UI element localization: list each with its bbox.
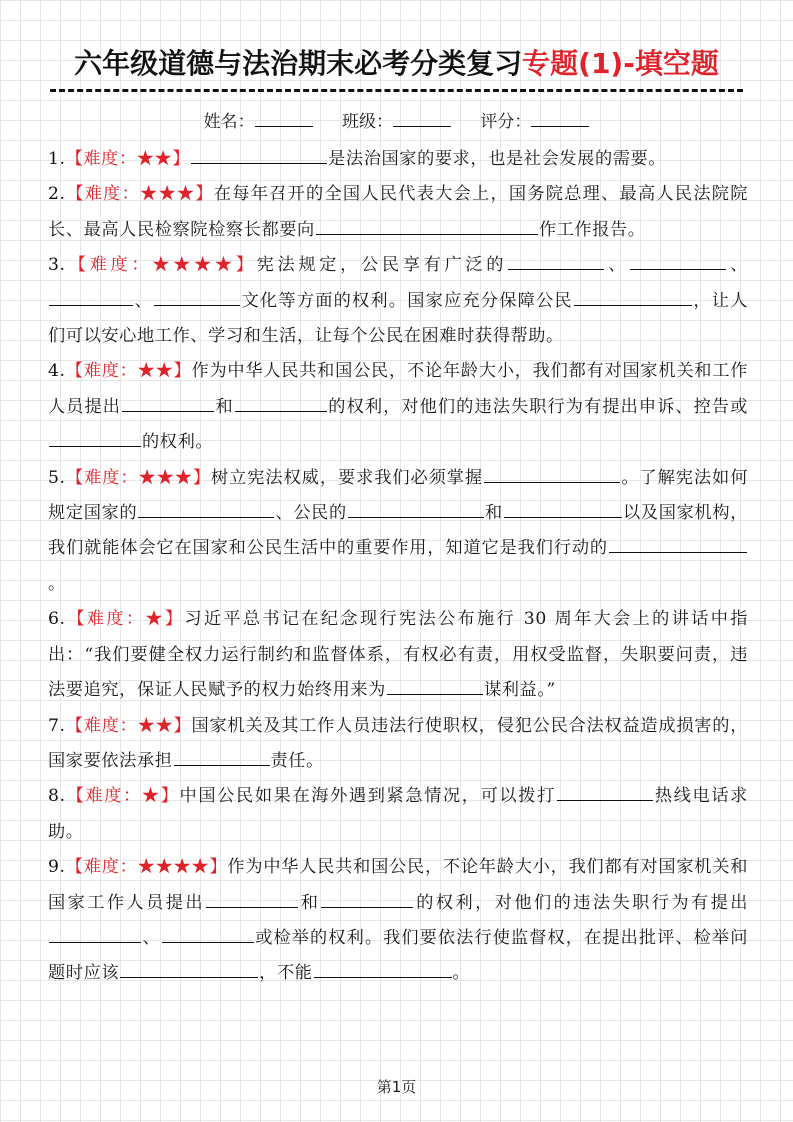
question-text: 和 [298,892,321,913]
question-text: 以及国家机构，我们就能体会它在国家和公民生活中的重要作用，知道它是我们行动的 [48,503,749,559]
question-item [48,709,748,780]
page-title [0,44,793,84]
answer-blank[interactable] [120,957,258,978]
question-text: 谋利益。” [483,680,556,701]
question-text: 在每年召开的全国人民代表大会上，国务院总理、最高人民法院院长、最高人民检察院检察长都要向 [48,184,748,240]
answer-blank[interactable] [504,497,622,518]
question-item [48,602,748,708]
difficulty-label: 【难度：★★】 [65,715,192,736]
question-text: 的权利，对他们的违法失职行为有提出 [414,892,748,913]
question-number: 5. [48,467,66,488]
difficulty-label: 【难度：★】 [65,609,185,630]
answer-blank[interactable] [138,497,274,518]
student-info-row [0,108,793,135]
question-item [48,850,748,992]
question-text: 、 [134,290,154,311]
question-item [48,142,748,177]
answer-blank[interactable] [314,957,452,978]
question-text: 、公民的 [275,503,347,524]
question-text: ，不能 [259,963,313,984]
answer-blank[interactable] [235,391,327,412]
difficulty-label: 【难度：★】 [65,786,180,807]
class-blank[interactable] [393,108,451,127]
class-label: 班级： [342,112,393,132]
question-text: 、 [605,255,630,276]
difficulty-label: 【难度：★★】 [65,361,192,382]
question-text: 中国公民如果在海外遇到紧急情况，可以拨打 [179,786,556,807]
question-text: 。 [452,963,471,984]
question-text: 责任。 [270,750,324,771]
answer-blank[interactable] [162,922,254,943]
answer-blank[interactable] [154,285,240,306]
question-text: 作为中华人民共和国公民，不论年龄大小，我们都有对国家机关和国家工作人员提出 [48,857,749,913]
question-text: ，让人们可以安心地工作、学习和生活，让每个公民在困难时获得帮助。 [48,290,748,347]
answer-blank[interactable] [316,214,538,235]
answer-blank[interactable] [49,426,141,447]
question-text: 热线电话求助。 [48,786,748,842]
name-label: 姓名： [203,112,255,132]
title-divider [50,89,743,92]
answer-blank[interactable] [484,462,620,483]
question-text: 、 [727,255,748,276]
question-number: 4. [48,361,66,382]
question-text: 习近平总书记在纪念现行宪法公布施行 30 周年大会上的讲话中指出：“我们要健全权力运行制约和监督体系，有权必有责，用权受监督，失职要问责，违法要追究，保证人民赋予的权力始终用来为 [48,609,748,701]
question-text: 的权利，对他们的违法失职行为有提出申诉、控告或 [327,396,748,417]
question-list [48,142,748,992]
question-item [48,354,748,460]
difficulty-label: 【难度：★★★★】 [65,857,228,878]
name-blank[interactable] [255,108,313,127]
question-text: 或检举的权利。我们要依法行使监督权，在提出批评、检举问题时应该 [48,927,748,984]
score-blank[interactable] [531,108,589,127]
question-number: 6. [48,609,66,630]
question-text: 作为中华人民共和国公民，不论年龄大小，我们都有对国家机关和工作人员提出 [48,361,748,417]
question-item [48,779,748,850]
answer-blank[interactable] [49,285,133,306]
question-text: 文化等方面的权利。国家应充分保障公民 [241,290,573,311]
class-field [342,108,451,135]
answer-blank[interactable] [206,887,298,908]
title-accent: 专题(1)-填空题 [522,47,719,80]
question-number: 7. [48,715,66,736]
score-field [480,108,589,135]
score-label: 评分： [480,112,532,132]
question-item [48,177,748,248]
difficulty-label: 【难度：★★★★】 [65,255,257,276]
question-number: 2. [48,184,66,205]
question-text: 的权利。 [142,432,214,453]
answer-blank[interactable] [557,780,653,801]
answer-blank[interactable] [508,249,604,270]
answer-blank[interactable] [191,143,327,164]
title-main: 六年级道德与法治期末必考分类复习 [74,47,523,80]
answer-blank[interactable] [574,285,692,306]
question-number: 8. [48,786,66,807]
answer-blank[interactable] [174,745,270,766]
question-item [48,461,748,603]
answer-blank[interactable] [348,497,484,518]
question-text: 和 [484,503,503,524]
question-text: 、 [142,927,161,948]
page-number: 第1页 [376,1078,417,1096]
question-text: 宪法规定，公民享有广泛的 [256,255,508,276]
question-text: 和 [215,396,234,417]
answer-blank[interactable] [122,391,214,412]
question-text: 树立宪法权威，要求我们必须掌握 [211,467,484,488]
question-item [48,248,748,354]
question-text: 是法治国家的要求，也是社会发展的需要。 [328,149,667,169]
question-text: 。了解宪法如何规定国家的 [48,467,748,524]
answer-blank[interactable] [387,674,483,695]
answer-blank[interactable] [49,922,141,943]
difficulty-label: 【难度：★★★】 [65,184,214,205]
answer-blank[interactable] [630,249,726,270]
question-text: 国家机关及其工作人员违法行使职权，侵犯公民合法权益造成损害的，国家要依法承担 [48,715,748,771]
difficulty-label: 【难度：★★】 [65,149,191,169]
name-field [204,108,313,135]
difficulty-label: 【难度：★★★】 [65,467,212,488]
question-text: 作工作报告。 [538,219,646,240]
question-number: 3. [48,255,66,276]
answer-blank[interactable] [609,532,747,553]
question-text: 。 [48,573,66,594]
answer-blank[interactable] [321,887,413,908]
question-number: 1. [48,149,66,169]
question-number: 9. [48,857,66,878]
